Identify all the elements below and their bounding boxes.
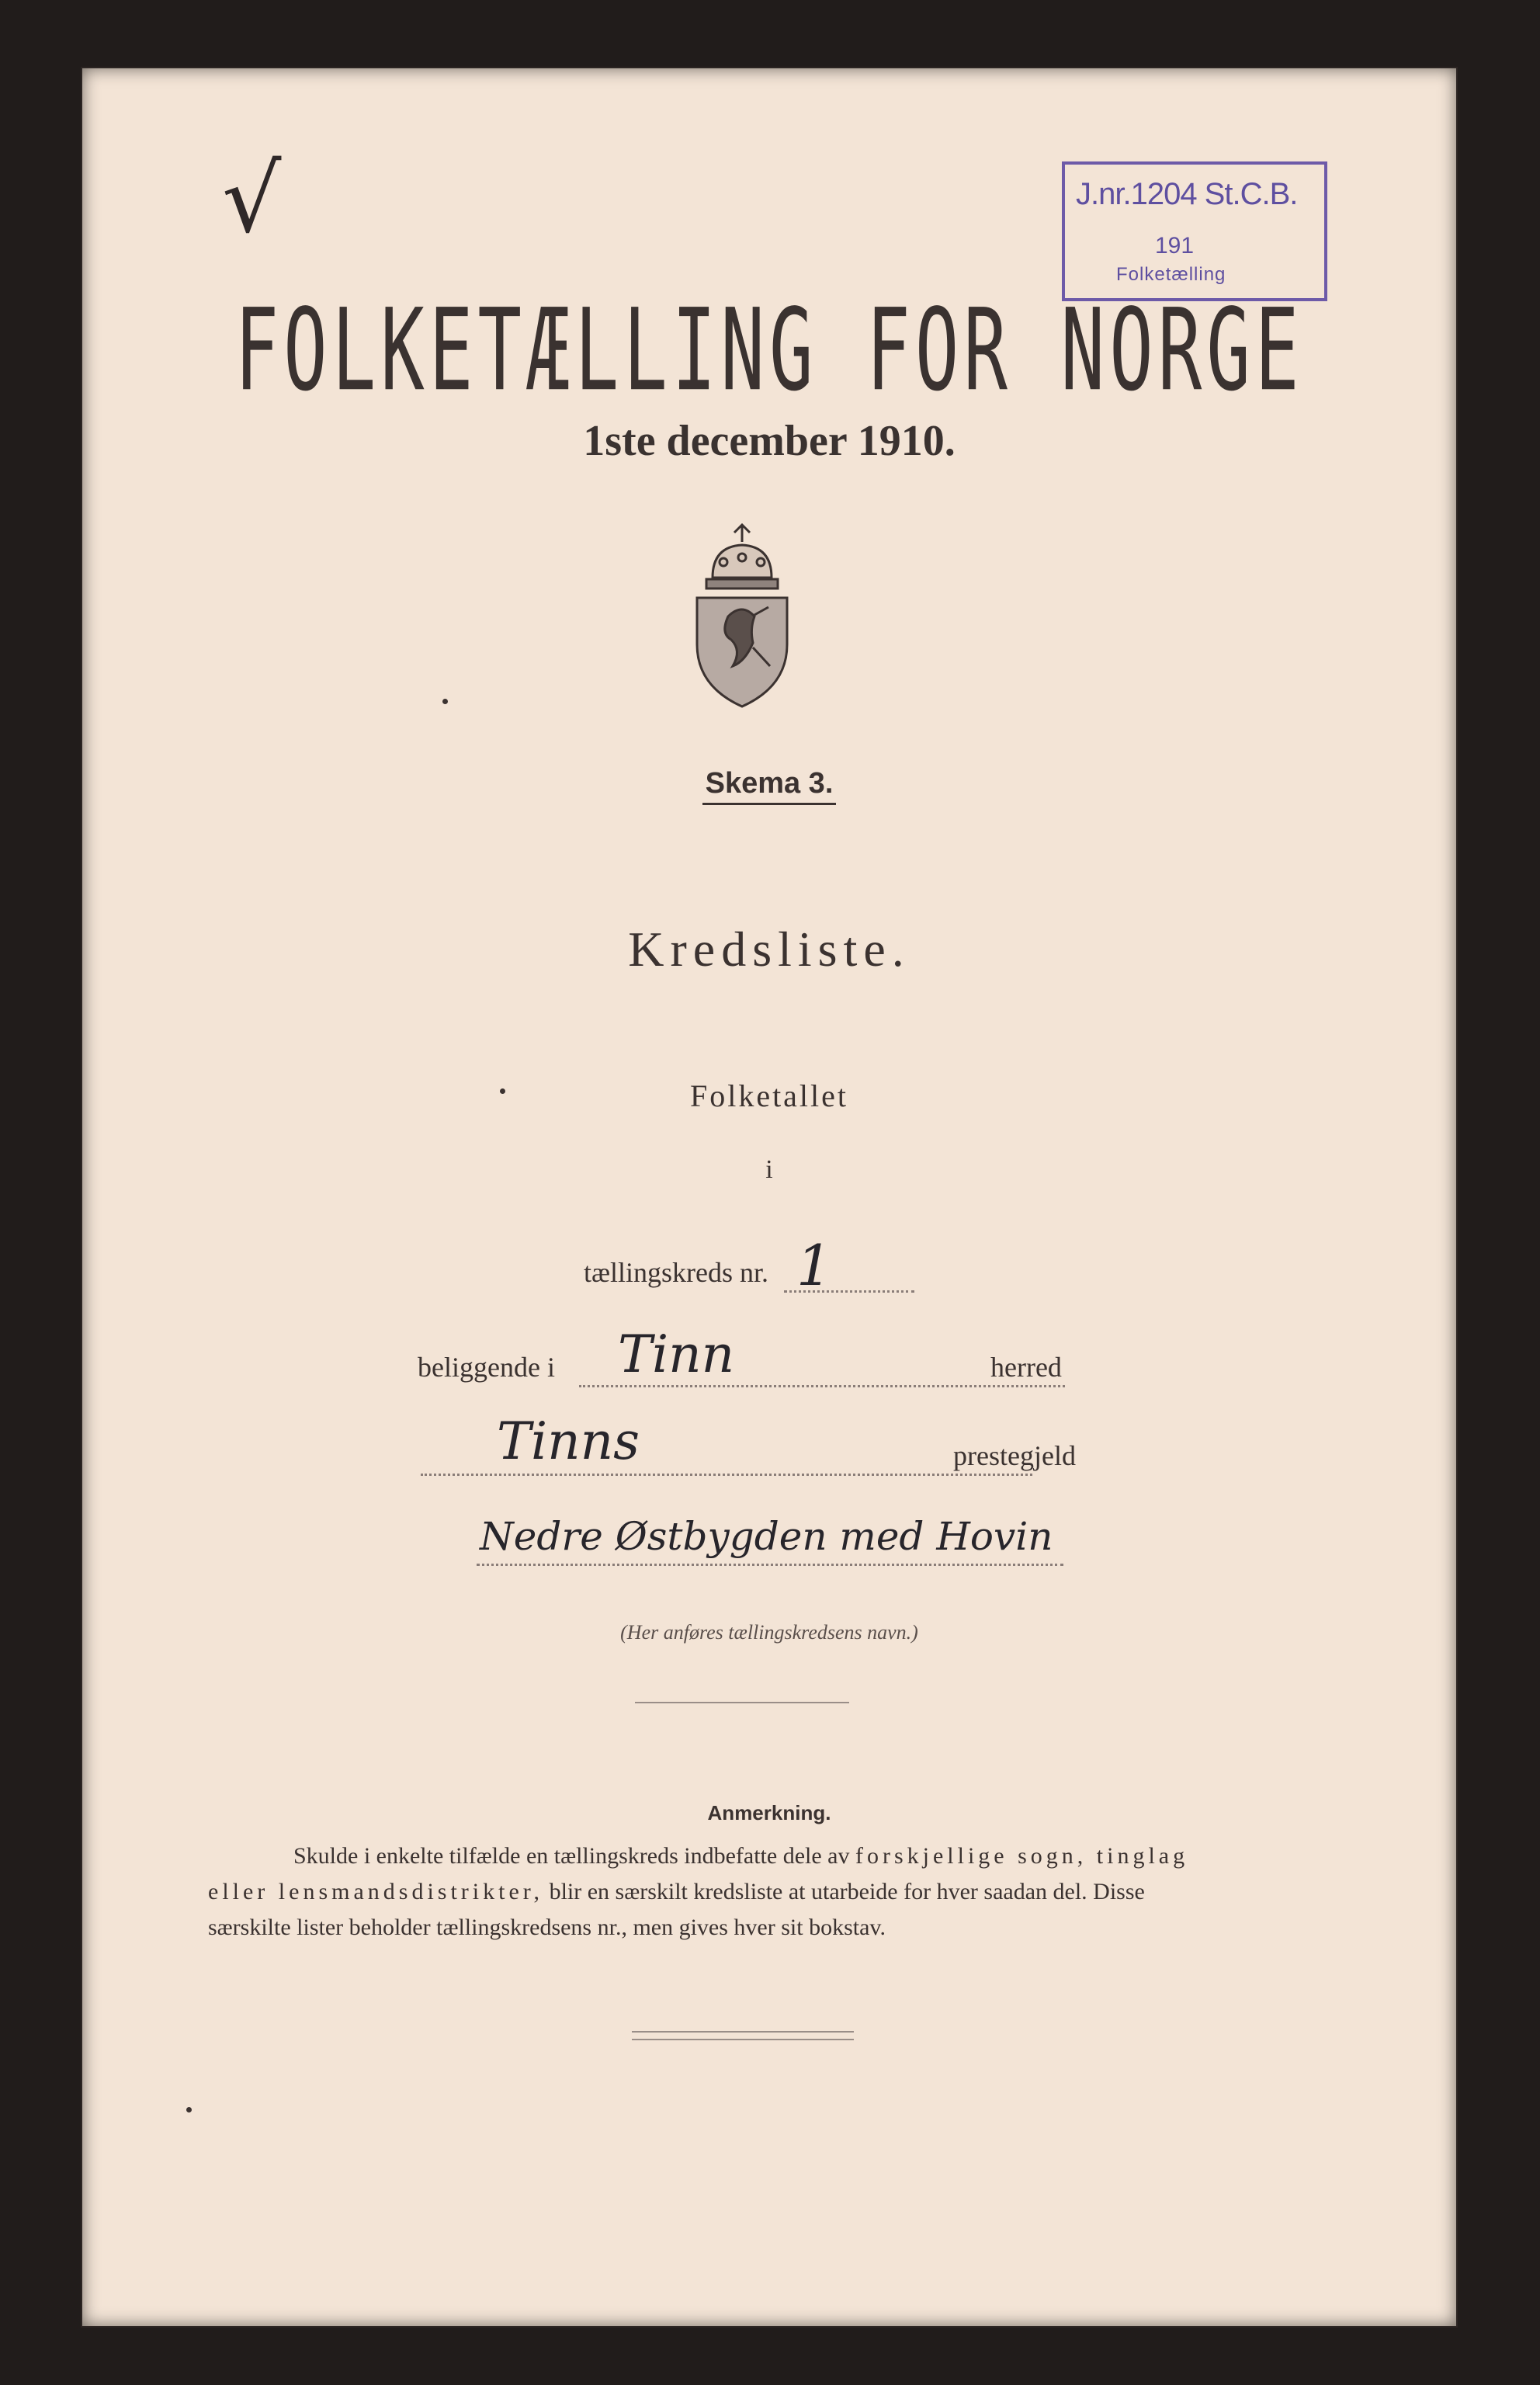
- folketallet-label: Folketallet: [689, 1078, 849, 1113]
- herred-prefix: beliggende i: [418, 1352, 555, 1383]
- kreds-number-row: [584, 1256, 768, 1289]
- ink-speck: [186, 2107, 192, 2112]
- prestegjeld-line: [421, 1474, 1032, 1476]
- page-subtitle: 1ste december 1910.: [583, 417, 956, 465]
- norwegian-coat-of-arms-icon: [689, 523, 795, 710]
- kreds-number-value: 1: [796, 1233, 832, 1298]
- herred-line: [579, 1385, 1065, 1387]
- list-heading: Kredsliste.: [628, 922, 910, 977]
- note-body: [208, 1838, 1357, 1946]
- stamp-label: Folketælling: [1116, 264, 1226, 285]
- bottom-divider-1: [632, 2031, 854, 2033]
- page-title: FOLKETÆLLING FOR NORGE: [234, 286, 1304, 417]
- note-line-1: Skulde i enkelte tilfælde en tællingskreds indbefatte dele av forskjellige sogn, tinglag: [293, 1843, 1189, 1869]
- ink-speck: [500, 1088, 505, 1094]
- stamp-number: 191: [1155, 233, 1195, 259]
- note-line-3: særskilte lister beholder tællingskredsens nr., men gives hver sit bokstav.: [208, 1915, 886, 1940]
- herred-value: Tinn: [618, 1324, 735, 1384]
- form-number: Skema 3.: [82, 767, 1456, 800]
- section-divider: [635, 1702, 849, 1703]
- kredsnavn-line: [477, 1564, 1063, 1566]
- herred-suffix: herred: [990, 1352, 1062, 1383]
- office-stamp: [1062, 161, 1327, 301]
- prestegjeld-value: Tinns: [497, 1411, 640, 1471]
- kreds-number-label: tællingskreds nr.: [584, 1257, 769, 1288]
- stamp-journal-number: J.nr.1204 St.C.B.: [1076, 177, 1298, 211]
- ink-speck: [442, 699, 448, 704]
- note-heading: Anmerkning.: [707, 1801, 831, 1824]
- bottom-divider-2: [632, 2039, 854, 2040]
- connector-i: i: [765, 1155, 773, 1184]
- kredsnavn-note: (Her anføres tællingskredsens navn.): [620, 1621, 918, 1644]
- kredsnavn-value: Nedre Østbygden med Hovin: [480, 1514, 1053, 1559]
- handwritten-check-mark: √: [222, 146, 282, 254]
- census-form-page: [82, 68, 1456, 2326]
- prestegjeld-suffix: prestegjeld: [953, 1440, 1076, 1471]
- note-line-2: eller lensmandsdistrikter, blir en særskilt kredsliste at utarbeide for hver saadan del. Disse: [208, 1879, 1145, 1904]
